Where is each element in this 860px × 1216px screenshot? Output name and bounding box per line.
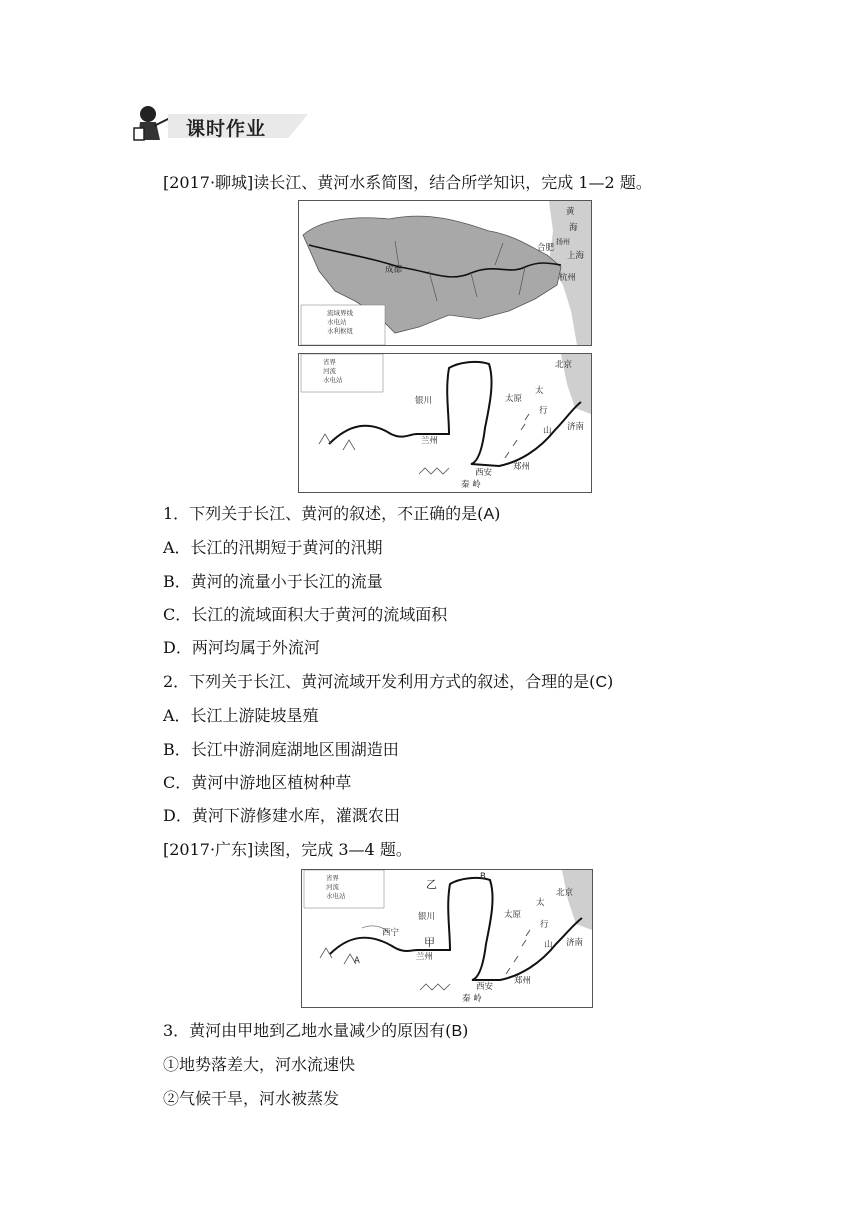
map3-label-yinchuan: 银川 xyxy=(418,912,436,922)
yellow-river-figure xyxy=(299,354,591,492)
question-3-close: ) xyxy=(462,1021,469,1040)
map3-legend-item: 省界 xyxy=(326,874,339,882)
question-1-answer: A xyxy=(483,506,495,523)
question-1-close: ) xyxy=(494,504,501,523)
map1-legend-item: 水利枢纽 xyxy=(327,327,353,335)
question-3-answer: B xyxy=(451,1023,463,1040)
map3-label-lanzhou: 兰州 xyxy=(416,952,434,962)
map2-label-yinchuan: 银川 xyxy=(415,396,433,406)
question-3-option: ②气候干旱，河水被蒸发 xyxy=(163,1089,340,1108)
question-2-stem xyxy=(163,671,613,694)
map2-label-xian: 西安 xyxy=(475,468,493,478)
intro-text-2: [2017·广东]读图，完成 3—4 题。 xyxy=(163,840,412,859)
map3-label-xining: 西宁 xyxy=(382,928,400,938)
map1-label-hai: 海 xyxy=(569,223,578,233)
map1-legend-item: 流域界线 xyxy=(327,309,353,317)
question-1-option: C．长江的流域面积大于黄河的流域面积 xyxy=(163,605,448,624)
question-2-option: B．长江中游洞庭湖地区围湖造田 xyxy=(163,740,399,759)
map2-label-lanzhou: 兰州 xyxy=(421,436,439,446)
question-3-stem xyxy=(163,1020,468,1043)
map3-label-yi: 乙 xyxy=(426,878,437,891)
question-1-text: 1．下列关于长江、黄河的叙述，不正确的是( xyxy=(163,504,484,523)
question-3-option: ①地势落差大，河水流速快 xyxy=(163,1055,356,1074)
question-2-option: C．黄河中游地区植树种草 xyxy=(163,773,352,792)
map2-legend-item: 水电站 xyxy=(323,376,343,384)
map3-label-xian: 西安 xyxy=(476,982,494,992)
map1-legend-item: 水电站 xyxy=(327,318,347,326)
map2-label-taiyuan: 太原 xyxy=(505,394,523,404)
intro-text-1: [2017·聊城]读长江、黄河水系简图，结合所学知识，完成 1—2 题。 xyxy=(163,173,652,192)
map3-label-a: A xyxy=(354,956,360,966)
question-2-text: 2．下列关于长江、黄河流域开发利用方式的叙述，合理的是( xyxy=(163,672,596,691)
map2-label-qinling: 秦 岭 xyxy=(461,480,481,490)
map3-label-b: B xyxy=(480,872,486,882)
question-1-option: A．长江的汛期短于黄河的汛期 xyxy=(163,538,383,557)
map3-label-tai: 太 xyxy=(536,898,545,908)
map2-legend-item: 省界 xyxy=(323,358,336,366)
map3-label-zhengzhou: 郑州 xyxy=(514,976,532,986)
map1-label-huang: 黄 xyxy=(566,207,575,217)
map2-label-beijing: 北京 xyxy=(555,360,573,370)
map2-legend-item: 河流 xyxy=(323,367,336,375)
page-title: 课时作业 xyxy=(186,118,267,140)
map2-label-hang: 行 xyxy=(539,406,548,416)
yellow-river-map xyxy=(298,353,592,493)
map3-label-jia: 甲 xyxy=(424,936,435,949)
map2-label-zhengzhou: 郑州 xyxy=(513,462,531,472)
map2-label-jinan: 济南 xyxy=(567,422,585,432)
question-1-option: D．两河均属于外流河 xyxy=(163,638,320,657)
map2-legend xyxy=(323,358,343,385)
map3-label-qinling: 秦 岭 xyxy=(462,994,482,1004)
map2-label-tai: 太 xyxy=(535,386,544,396)
map1-label-shanghai: 上海 xyxy=(567,251,585,261)
question-2-close: ) xyxy=(607,672,614,691)
map1-label-chengdu: 成都 xyxy=(385,265,403,275)
map3-label-beijing: 北京 xyxy=(556,888,574,898)
section-header xyxy=(130,100,310,146)
question-2-option: D．黄河下游修建水库，灌溉农田 xyxy=(163,806,400,825)
map1-legend xyxy=(309,309,353,336)
map1-label-yangzhou: 扬州 xyxy=(556,238,570,246)
map1-label-hangzhou: 杭州 xyxy=(559,273,577,283)
map3-label-shan: 山 xyxy=(544,940,553,950)
map2-label-shan: 山 xyxy=(543,426,552,436)
map3-label-taiyuan: 太原 xyxy=(504,910,522,920)
map1-label-hefei: 合肥 xyxy=(537,243,555,253)
map3-legend-item: 水电站 xyxy=(326,892,346,900)
question-1-option: B．黄河的流量小于长江的流量 xyxy=(163,572,383,591)
yellow-river-map-2 xyxy=(301,869,593,1008)
question-2-answer: C xyxy=(595,674,607,691)
yangtze-river-map xyxy=(298,200,592,346)
question-1-stem xyxy=(163,503,500,526)
map3-label-hang: 行 xyxy=(540,920,549,930)
map3-label-jinan: 济南 xyxy=(566,938,584,948)
map3-legend xyxy=(326,874,346,901)
question-2-option: A．长江上游陡坡垦殖 xyxy=(163,706,319,725)
map3-legend-item: 河流 xyxy=(326,883,339,891)
question-3-text: 3．黄河由甲地到乙地水量减少的原因有( xyxy=(163,1021,452,1040)
